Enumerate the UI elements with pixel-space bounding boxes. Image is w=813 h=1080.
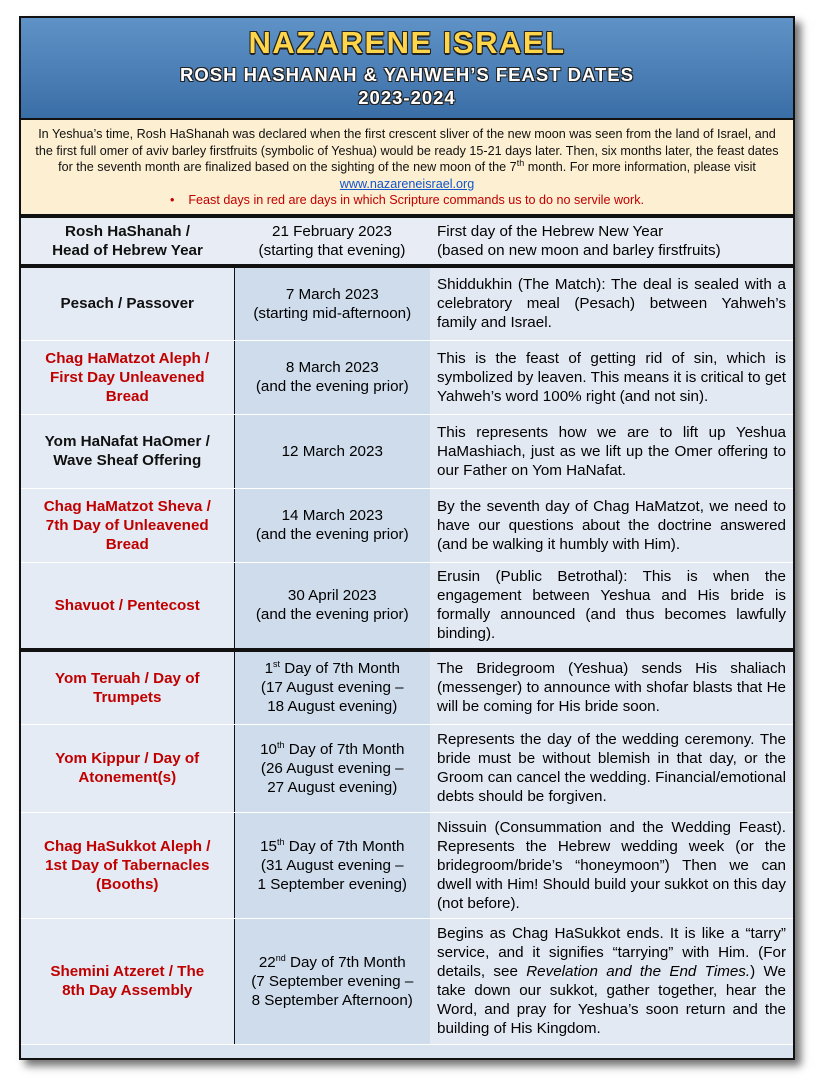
feast-description: Begins as Chag HaSukkot ends. It is like a “tarry” service, and it signifies “tarrying” with Him. (For details, see Revelation and the End Times.) We take down our sukkot, gather together, hear the Word, and pray for Yeshua’s soon return and the building of His Kingdom. [430, 918, 793, 1044]
intro-text-end: month. For more information, please visit [524, 160, 756, 175]
feast-date: 21 February 2023 (starting that evening) [234, 218, 430, 266]
feast-description: The Bridegroom (Yeshua) sends His shaliach (messenger) to announce with shofar blasts that He will be coming for His bride soon. [430, 650, 793, 724]
feast-name: Yom Kippur / Day of Atonement(s) [21, 724, 234, 812]
website-link[interactable]: www.nazareneisrael.org [339, 176, 475, 191]
table-row [21, 562, 793, 650]
feast-name: Shemini Atzeret / The 8th Day Assembly [21, 918, 234, 1044]
feast-name: Chag HaSukkot Aleph / 1st Day of Tabernacles (Booths) [21, 812, 234, 918]
feast-description: Erusin (Public Betrothal): This is when the engagement between Yeshua and His bride is formally announced (and thus becomes lawfully binding). [430, 562, 793, 650]
page-subtitle: ROSH HASHANAH & YAHWEH’S FEAST DATES [179, 64, 634, 85]
page-title: NAZARENE ISRAEL [248, 25, 566, 60]
feast-date: 22nd Day of 7th Month (7 September evening – 8 September Afternoon) [234, 918, 430, 1044]
table-row [21, 414, 793, 488]
feast-table [21, 218, 793, 1045]
feast-description: This is the feast of getting rid of sin, which is symbolized by leaven. This means it is critical to get Yahweh’s word 100% right (and not sin). [430, 340, 793, 414]
table-row [21, 266, 793, 340]
table-row [21, 812, 793, 918]
feast-name: Yom Teruah / Day of Trumpets [21, 650, 234, 724]
feast-name: Chag HaMatzot Aleph / First Day Unleavened Bread [21, 340, 234, 414]
table-row [21, 218, 793, 266]
feast-date: 14 March 2023 (and the evening prior) [234, 488, 430, 562]
table-row [21, 724, 793, 812]
feast-description: By the seventh day of Chag HaMatzot, we need to have our questions about the doctrine answered (and be walking it humbly with Him). [430, 488, 793, 562]
header-banner [21, 18, 793, 120]
feast-name: Shavuot / Pentecost [21, 562, 234, 650]
feast-name: Chag HaMatzot Sheva / 7th Day of Unleavened Bread [21, 488, 234, 562]
feast-description: First day of the Hebrew New Year (based on new moon and barley firstfruits) [430, 218, 793, 266]
red-note: Feast days in red are days in which Scripture commands us to do no servile work. [188, 193, 645, 208]
page-year: 2023-2024 [358, 87, 456, 108]
feast-name: Rosh HaShanah / Head of Hebrew Year [21, 218, 234, 266]
feast-date: 30 April 2023 (and the evening prior) [234, 562, 430, 650]
feast-description: Nissuin (Consummation and the Wedding Feast). Represents the Hebrew wedding week (or the bridegroom/bride’s “honeymoon”) Then we can dwell with Him! Should build your sukkot on this day (not before). [430, 812, 793, 918]
feast-description: Shiddukhin (The Match): The deal is sealed with a celebratory meal (Pesach) between Yahweh’s family and Israel. [430, 266, 793, 340]
feast-chart-sheet [19, 16, 795, 1060]
feast-date: 7 March 2023 (starting mid-afternoon) [234, 266, 430, 340]
table-row [21, 650, 793, 724]
table-row [21, 918, 793, 1044]
intro-sup: th [516, 158, 525, 168]
feast-date: 8 March 2023 (and the evening prior) [234, 340, 430, 414]
feast-description: This represents how we are to lift up Yeshua HaMashiach, just as we lift up the Omer offering to our Father on Yom HaNafat. [430, 414, 793, 488]
feast-date: 10th Day of 7th Month (26 August evening – 27 August evening) [234, 724, 430, 812]
intro-box [21, 120, 793, 218]
feast-date: 12 March 2023 [234, 414, 430, 488]
feast-date: 1st Day of 7th Month (17 August evening – 18 August evening) [234, 650, 430, 724]
feast-description: Represents the day of the wedding ceremony. The bride must be without blemish in that day, or the Groom can cancel the wedding. Financial/emotional debts should be forgiven. [430, 724, 793, 812]
feast-name: Pesach / Passover [21, 266, 234, 340]
feast-name: Yom HaNafat HaOmer / Wave Sheaf Offering [21, 414, 234, 488]
red-note-bullet: • [169, 193, 175, 208]
feast-date: 15th Day of 7th Month (31 August evening – 1 September evening) [234, 812, 430, 918]
intro-text: In Yeshua’s time, Rosh HaShanah was declared when the first crescent sliver of the new moon was seen from the land of Israel, and the first full omer of aviv barley firstfruits (symbolic of Yeshua) would be ready 15-21 days later. Then, six months later, the feast dates for the seventh month are finalized based on the sighting of the new moon of the 7 [35, 127, 779, 175]
table-row [21, 488, 793, 562]
table-row [21, 340, 793, 414]
